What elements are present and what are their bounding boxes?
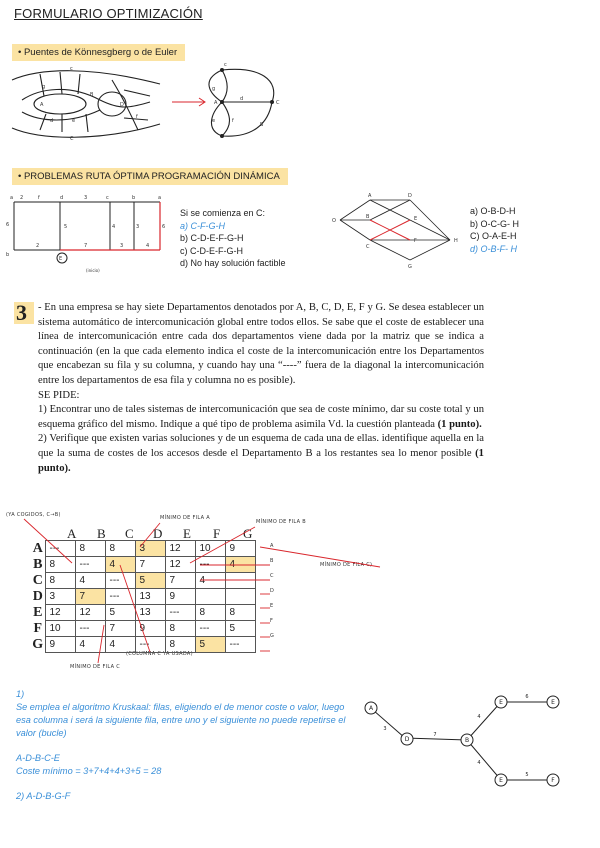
grid-label: 2: [36, 243, 40, 249]
matrix-cell: 12: [165, 541, 195, 557]
euler-bridges-diagram: [0, 60, 600, 160]
network-node: A: [368, 193, 372, 199]
network-node: G: [408, 264, 412, 270]
matrix-cell: 8: [165, 621, 195, 637]
euler-label: e: [72, 118, 76, 124]
matrix-col-header: F: [213, 526, 221, 541]
matrix-row-header: G: [32, 636, 44, 652]
grid-label: d: [60, 195, 64, 201]
matrix-cell: 10: [195, 541, 225, 557]
euler-label: B: [90, 92, 94, 98]
row-marker: E: [270, 603, 274, 609]
section-heading-euler: • Puentes de Könnesgberg o de Euler: [12, 44, 185, 61]
annotation: MÍNIMO DE FILA C): [320, 562, 373, 568]
matrix-cell: 12: [165, 557, 195, 573]
annotation: (COLUMNA C YA USADA): [126, 651, 193, 657]
euler-label: A: [214, 100, 218, 106]
euler-label: c: [224, 62, 227, 68]
grid-node-label: E: [59, 256, 63, 262]
matrix-cell-highlighted: 4: [105, 557, 135, 573]
solution-block: [16, 688, 356, 803]
arrow-icon: [172, 98, 205, 106]
matrix-cell: 8: [105, 541, 135, 557]
grid-label: 6: [162, 224, 166, 230]
tree-weight: 4: [477, 760, 481, 766]
grid-route-diagram: [0, 190, 175, 280]
grid-label: 7: [84, 243, 88, 249]
problem-statement: [38, 301, 484, 476]
euler-label: f: [136, 114, 138, 120]
matrix-cell: 8: [45, 573, 75, 589]
tree-node: E: [499, 699, 503, 706]
network-node: D: [408, 193, 412, 199]
grid-label: 4: [112, 224, 116, 230]
matrix-cell: 5: [105, 605, 135, 621]
matrix-cell: 4: [105, 637, 135, 653]
matrix-cell: 10: [45, 621, 75, 637]
option: C) O-A-E-H: [470, 231, 517, 241]
matrix-cell: 9: [135, 621, 165, 637]
item-1-points: (1 punto).: [437, 418, 482, 430]
matrix-row-header: A: [32, 540, 43, 556]
matrix-cell: 9: [45, 637, 75, 653]
problem-item-2: [38, 432, 484, 476]
annotation: MÍNIMO DE FILA A: [160, 515, 210, 521]
grid-label: 3: [120, 243, 124, 249]
network-diagram: [330, 190, 470, 270]
matrix-row-header: B: [33, 556, 43, 572]
network-node: E: [414, 216, 418, 222]
tree-node: E: [551, 699, 555, 706]
matrix-cell: 8: [195, 605, 225, 621]
matrix-cell-highlighted: 5: [195, 637, 225, 653]
grid-label: 3: [84, 195, 88, 201]
matrix-cell: ---: [225, 637, 255, 653]
matrix-row-header: C: [32, 572, 43, 588]
matrix-cell: ---: [195, 621, 225, 637]
euler-label: g: [212, 86, 216, 92]
matrix-cell: ---: [45, 541, 75, 557]
solution-heading-2: 2) A-D-B-G-F: [16, 791, 71, 801]
question-1-options: [180, 207, 286, 270]
matrix-col-header: E: [183, 526, 191, 541]
matrix-cell: 13: [135, 589, 165, 605]
matrix-row-header: D: [32, 588, 43, 604]
matrix-cell: 8: [45, 557, 75, 573]
tree-weight: 7: [433, 732, 437, 738]
network-node: O: [332, 218, 336, 224]
option: b) O-C-G- H: [470, 218, 519, 229]
matrix-cell: 13: [135, 605, 165, 621]
matrix-cell: 4: [75, 637, 105, 653]
matrix-cell: 8: [75, 541, 105, 557]
matrix-cell: 7: [135, 557, 165, 573]
annotation: MÍNIMO DE FILA B: [256, 519, 306, 525]
item-1-text: 1) Encontrar uno de tales sistemas de intercomunicación que sea de coste mínimo, dar su coste total y un esquema gráfico del mismo. Indique a qué tipo de problema asimila Vd. la cuestión planteada: [38, 404, 484, 430]
question-intro: Si se comienza en C:: [180, 208, 266, 218]
matrix-cell: ---: [165, 605, 195, 621]
matrix-cell: 3: [45, 589, 75, 605]
row-marker: C: [270, 573, 274, 579]
grid-label: a: [10, 195, 14, 201]
matrix-cell: 9: [225, 541, 255, 557]
euler-label: B: [260, 122, 264, 128]
grid-label: c: [106, 195, 109, 201]
solution-heading-1: 1): [16, 689, 25, 699]
question-2-options: [470, 205, 519, 255]
matrix-cell: ---: [105, 589, 135, 605]
euler-label: d: [240, 96, 244, 102]
matrix-col-header: C: [125, 526, 134, 541]
euler-label: D: [120, 102, 124, 108]
euler-label: e: [212, 118, 216, 124]
euler-label: f: [232, 118, 234, 124]
problem-number: 3: [16, 300, 27, 325]
matrix-col-header: B: [97, 526, 106, 541]
euler-label: c: [70, 66, 73, 72]
euler-label: g: [42, 84, 46, 90]
network-node: C: [366, 244, 370, 250]
matrix-cell: 7: [105, 621, 135, 637]
grid-label: f: [38, 195, 40, 201]
grid-label: 5: [64, 224, 68, 230]
tree-node: D: [404, 736, 410, 743]
matrix-cell-highlighted: 4: [225, 557, 255, 573]
annotation: (YA COGIDOS, C→B): [6, 512, 61, 518]
tree-node: A: [368, 705, 374, 712]
option: b) C-D-E-F-G-H: [180, 233, 244, 243]
tree-weight: 6: [525, 694, 529, 700]
tree-node: B: [464, 737, 470, 744]
problem-pide: SE PIDE:: [38, 389, 80, 401]
tree-node: E: [499, 777, 503, 784]
matrix-cell: 7: [165, 573, 195, 589]
matrix-cell: ---: [75, 557, 105, 573]
matrix-cell-highlighted: 3: [135, 541, 165, 557]
grid-label: 4: [146, 243, 150, 249]
matrix-cell: 4: [75, 573, 105, 589]
matrix-cell: 8: [225, 605, 255, 621]
matrix-col-header: A: [67, 526, 77, 541]
option: d) No hay solución factible: [180, 258, 286, 268]
option: a) O-B-D-H: [470, 206, 516, 216]
option-correct: d) O-B-F- H: [470, 243, 517, 254]
row-marker: A: [270, 543, 274, 549]
matrix-cell-highlighted: 7: [75, 589, 105, 605]
option-correct: a) C-F-G-H: [180, 220, 225, 231]
grid-label: a: [158, 195, 162, 201]
network-node: B: [366, 214, 370, 220]
option: c) C-D-E-F-G-H: [180, 245, 243, 256]
matrix-cell: 4: [195, 573, 225, 589]
euler-label: C: [276, 100, 280, 106]
grid-label: 2: [20, 195, 24, 201]
annotation: MÍNIMO DE FILA C: [70, 664, 120, 670]
spanning-tree-diagram: [355, 688, 575, 798]
tree-weight: 3: [383, 726, 387, 732]
item-2-points: (1 punto).: [38, 447, 484, 474]
solution-path: A-D-B-C-E: [16, 753, 60, 763]
problem-intro: - En una empresa se hay siete Departamentos denotados por A, B, C, D, E, F y G. Se desea establecer un sistema automático de intercomunicación global entre todos ellos. Se sabe que el coste de establecer una línea de intercomunicación entre cada dos departamentos viene dada por la matriz que se indica a continuación (en la que cada elemento indica el coste de la intercomunicación entre los Departamentos que encabezan su fila y su columna, y cuando hay una “----” fuera de la diagonal la intercomunicación entre los departamentos de esa fila y columna no es posible).: [38, 302, 484, 386]
matrix-cell-highlighted: 5: [135, 573, 165, 589]
grid-label: 6: [6, 222, 10, 228]
network-node: F: [414, 238, 417, 244]
euler-label: A: [40, 102, 44, 108]
problem-item-1: [38, 403, 484, 432]
grid-note: (inicio): [86, 268, 100, 273]
matrix-cell: 12: [45, 605, 75, 621]
item-2-text: 2) Verifique que existen varias soluciones y de un esquema de cada una de ellas. identifique aquella en la que la suma de costes de los accesos desde el Departamento B a los restantes sea lo menor posible: [38, 433, 484, 459]
matrix-row-header: F: [33, 620, 43, 636]
section-heading-dynamic-programming: • PROBLEMAS RUTA ÓPTIMA PROGRAMACIÓN DINÁMICA: [12, 168, 288, 185]
matrix-cell: 8: [165, 637, 195, 653]
matrix-cell: ---: [195, 557, 225, 573]
page-title: FORMULARIO OPTIMIZACIÓN: [14, 6, 203, 21]
euler-label: C: [70, 136, 74, 142]
row-marker: G: [270, 633, 275, 639]
row-marker: D: [270, 588, 275, 594]
row-marker: B: [270, 558, 274, 564]
matrix-cell: 12: [75, 605, 105, 621]
grid-label: b: [6, 252, 10, 258]
tree-weight: 4: [477, 714, 481, 720]
matrix-col-header: G: [243, 526, 253, 541]
tree-weight: 5: [525, 772, 529, 778]
network-node: H: [454, 238, 458, 244]
matrix-col-header: D: [153, 526, 163, 541]
row-marker: F: [270, 618, 274, 624]
solution-text: Se emplea el algoritmo Kruskaal: filas, eligiendo el de menor coste o valor, luego esa columna i será la siguiente fila, entre uno y el siguiente no puede repetirse el valor (bucle): [16, 702, 346, 738]
matrix-cell: 9: [165, 589, 195, 605]
tree-node: F: [551, 777, 555, 784]
grid-label: 3: [136, 224, 140, 230]
matrix-cell: 5: [225, 621, 255, 637]
solution-cost: Coste mínimo = 3+7+4+4+3+5 = 28: [16, 766, 162, 776]
matrix-cell: ---: [135, 637, 165, 653]
matrix-cell: ---: [75, 621, 105, 637]
euler-label: d: [50, 118, 54, 124]
grid-label: b: [132, 195, 136, 201]
matrix-cell: ---: [105, 573, 135, 589]
matrix-row-header: E: [33, 604, 43, 620]
annotation-arrows: [0, 505, 600, 680]
